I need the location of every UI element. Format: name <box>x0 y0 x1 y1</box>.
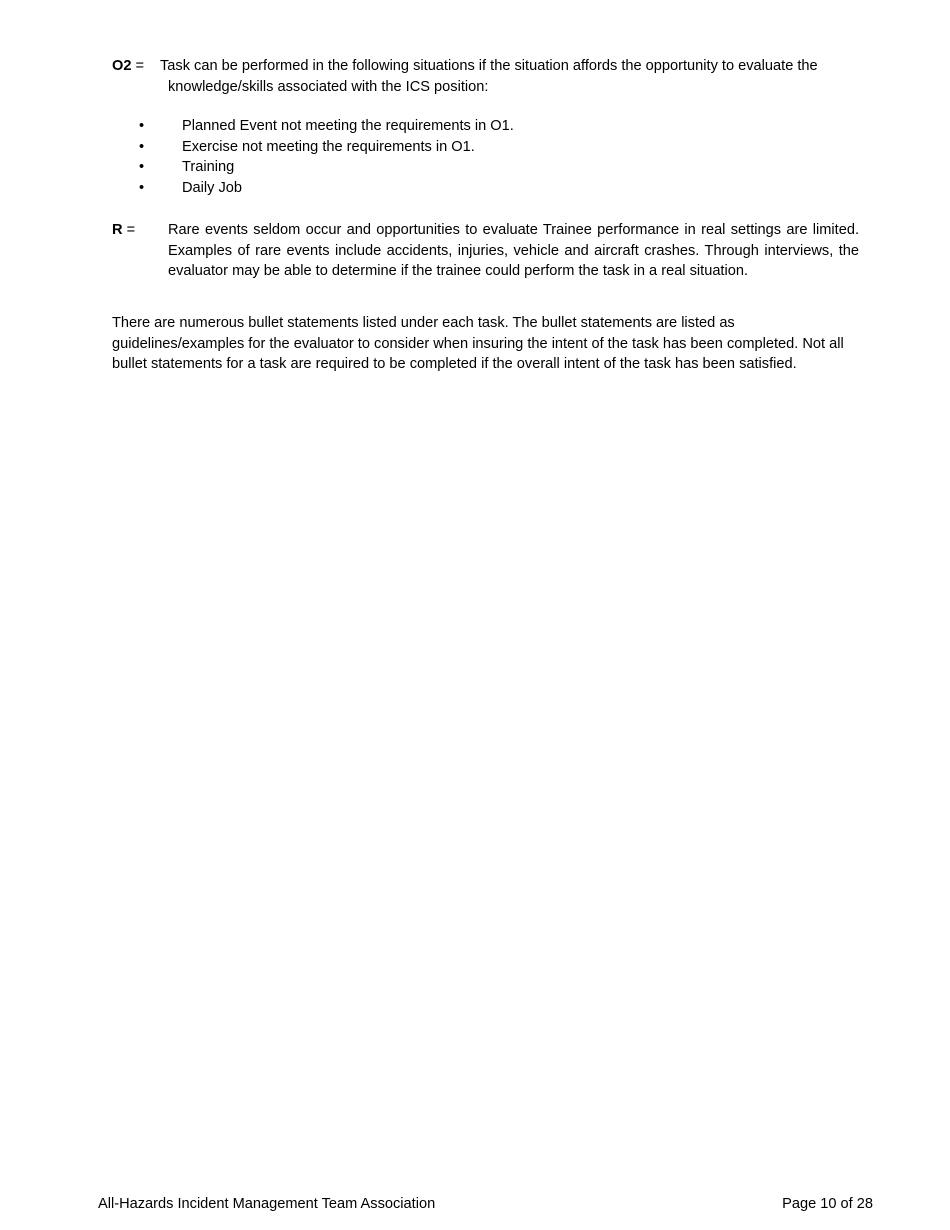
r-term: R = <box>112 222 136 238</box>
bullet-icon: • <box>139 118 145 134</box>
o2-definition <box>112 56 859 97</box>
r-description: Rare events seldom occur and opportunities to evaluate Trainee performance in real settings are limited. Examples of rare events include accidents, injuries, vehicle and aircraft crashes. Through interviews, the evaluator may be able to determine if the trainee could perform the task in a real situation. <box>168 222 859 280</box>
list-item: • Planned Event not meeting the requirements in O1. <box>112 116 812 137</box>
bullet-icon: • <box>139 138 145 155</box>
r-definition <box>112 220 859 282</box>
bullet-statements-paragraph: There are numerous bullet statements listed under each task. The bullet statements are listed as guidelines/examples for the evaluator to consider when insuring the intent of the task has been completed. Not all bullet statements for a task are required to be completed if the overall intent of the task has been satisfied. <box>112 315 844 373</box>
list-item: • Daily Job <box>112 178 812 199</box>
o2-term: O2 = <box>112 58 145 74</box>
bullet-icon: • <box>139 179 145 196</box>
o2-situations-list <box>112 116 812 198</box>
o2-description: Task can be performed in the following situations if the situation affords the opportunity to evaluate the knowledge/skills associated with the ICS position: <box>160 58 818 95</box>
bullet-icon: • <box>139 159 145 176</box>
list-item: • Training <box>112 157 812 178</box>
footer-organization: All-Hazards Incident Management Team Association <box>98 1196 436 1212</box>
list-item: • Exercise not meeting the requirements in O1. <box>112 137 812 158</box>
footer-page-number: Page 10 of 28 <box>782 1196 873 1212</box>
